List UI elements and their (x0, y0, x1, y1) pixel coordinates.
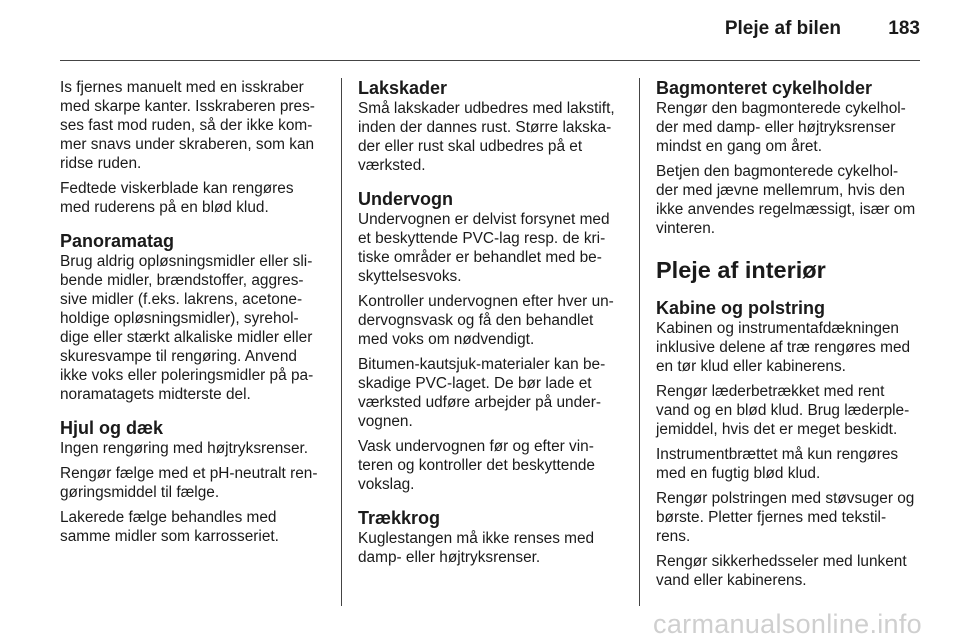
section-undervogn (358, 189, 623, 494)
paragraph: Undervognen er delvist forsynet med et beskyttende PVC-lag resp. de kri- tiske områder er behandlet med be- skyttelsesvoks. (358, 211, 610, 285)
chapter-heading: Pleje af interiør (656, 257, 826, 283)
paragraph: Ingen rengøring med højtryksrenser. (60, 440, 309, 457)
paragraph: Bitumen-kautsjuk-materialer kan be- skadige PVC-laget. De bør lade et værksted udføre arbejder på under- vognen. (358, 356, 606, 430)
paragraph: Rengør polstringen med støvsuger og børste. Pletter fjernes med tekstil- rens. (656, 490, 915, 545)
paragraph: Instrumentbrættet må kun rengøres med en fugtig blød klud. (656, 446, 899, 482)
section-kabine-og-polstring (656, 298, 921, 590)
section-heading: Undervogn (358, 189, 454, 209)
section-heading: Kabine og polstring (656, 298, 825, 318)
watermark: carmanualsonline.info (653, 609, 922, 639)
section-heading: Trækkrog (358, 508, 441, 528)
intro-section (60, 78, 325, 217)
paragraph: Kabinen og instrumentafdækningen inklusive delene af træ rengøres med en tør klud eller kabinerens. (656, 320, 911, 375)
chapter-title: Pleje af bilen (724, 18, 842, 39)
paragraph: Rengør læderbetrækket med rent vand og en blød klud. Brug læderple- jemiddel, hvis det er meget beskidt. (656, 383, 910, 438)
column-1 (60, 78, 325, 552)
section-cykelholder (656, 78, 921, 238)
paragraph: Kontroller undervognen efter hver un- dervognsvask og få den behandlet med voks om nødvendigt. (358, 293, 614, 348)
section-panoramatag (60, 231, 325, 404)
column-2 (358, 78, 623, 573)
page-number: 183 (888, 18, 920, 39)
paragraph: Is fjernes manuelt med en isskraber med skarpe kanter. Isskraberen pres- ses fast mod ruden, så der ikke kom- mer snavs under skraberen, som kan ridse ruden. (60, 79, 315, 172)
paragraph: Små lakskader udbedres med lakstift, inden der dannes rust. Større lakska- der eller rust skal udbedres på et værksted. (358, 100, 615, 174)
section-lakskader (358, 78, 623, 175)
section-heading: Hjul og dæk (60, 418, 163, 438)
paragraph: Kuglestangen må ikke renses med damp- eller højtryksrenser. (358, 530, 595, 566)
paragraph: Betjen den bagmonterede cykelhol- der med jævne mellemrum, hvis den ikke anvendes regelmæssigt, især om vinteren. (656, 163, 916, 237)
section-hjul-og-daek (60, 418, 325, 546)
header-rule (60, 60, 920, 61)
page-header (725, 18, 920, 40)
column-divider-1 (341, 78, 342, 606)
column-3 (656, 78, 921, 596)
section-heading: Lakskader (358, 78, 448, 98)
paragraph: Vask undervognen før og efter vin- teren og kontroller det beskyttende vokslag. (358, 438, 595, 493)
paragraph: Fedtede viskerblade kan rengøres med ruderens på en blød klud. (60, 180, 294, 216)
paragraph: Lakerede fælge behandles med samme midler som karrosseriet. (60, 509, 279, 545)
section-heading: Panoramatag (60, 231, 175, 251)
column-divider-2 (639, 78, 640, 606)
paragraph: Rengør fælge med et pH-neutralt ren- gøringsmiddel til fælge. (60, 465, 318, 501)
paragraph: Rengør sikkerhedsseler med lunkent vand eller kabinerens. (656, 553, 907, 589)
section-heading: Bagmonteret cykelholder (656, 78, 873, 98)
section-traekkrog (358, 508, 623, 567)
chapter-section-interior (656, 256, 921, 284)
paragraph: Brug aldrig opløsningsmidler eller sli- bende midler, brændstoffer, aggres- sive midler (f.eks. lakrens, acetone- holdige opløsningsmidler), syrehol- dige eller stærkt alkaliske midler eller skuresvampe til rengøring. Anvend ikke voks eller poleringsmidler på pa- noramatagets midterste del. (60, 253, 314, 403)
paragraph: Rengør den bagmonterede cykelhol- der med damp- eller højtryksrenser mindst en gang om året. (656, 100, 906, 155)
